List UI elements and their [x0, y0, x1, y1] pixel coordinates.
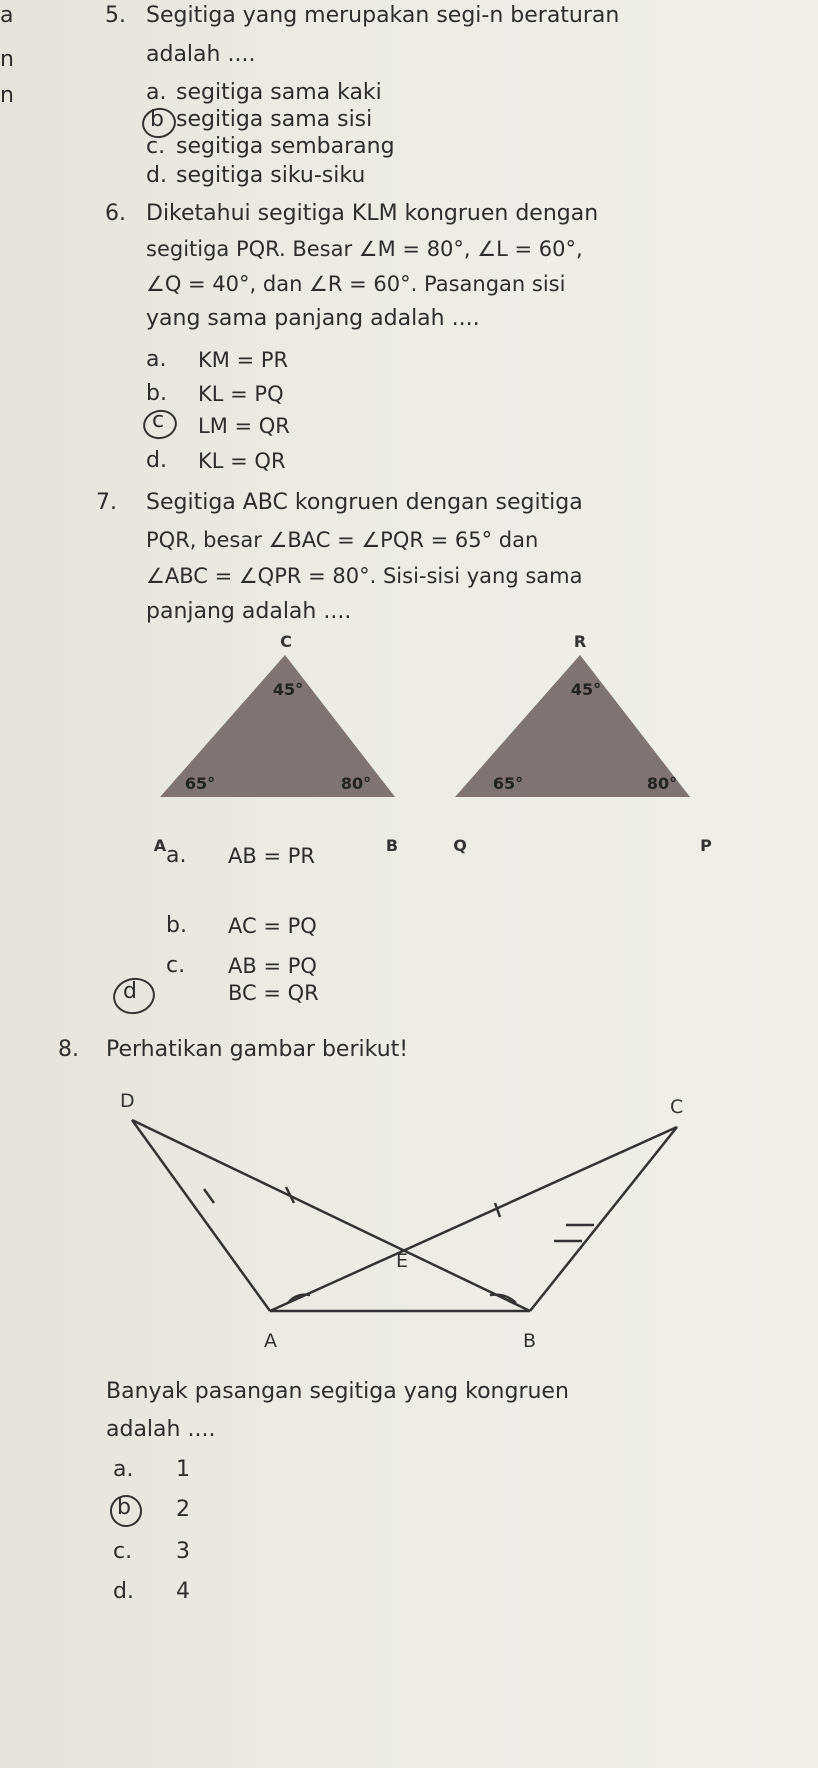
question-text: Banyak pasangan segitiga yang kongruen	[106, 1379, 569, 1404]
question-number: 8.	[58, 1037, 79, 1062]
question-stem: Segitiga yang merupakan segi-n beraturan	[146, 3, 620, 28]
option-text: 1	[176, 1457, 190, 1482]
question-stem: segitiga PQR. Besar ∠M = 80°, ∠L = 60°,	[146, 237, 583, 261]
vertex-label-b: B	[523, 1330, 537, 1352]
option-label: d.	[146, 448, 167, 473]
option-text: segitiga siku-siku	[176, 163, 366, 188]
question-number: 5.	[105, 3, 126, 28]
triangle-abc	[154, 632, 398, 855]
option-label: a.	[166, 843, 187, 868]
vertex-label-d: D	[120, 1090, 135, 1112]
angle-label-a: 65°	[184, 774, 216, 793]
option-label: d.	[113, 1579, 134, 1604]
angle-label-b: 80°	[340, 774, 372, 793]
option-label: d.	[146, 163, 167, 188]
option-text: AB = PQ	[228, 954, 317, 978]
crossed-triangles-figure	[90, 1075, 730, 1360]
option-label: a.	[113, 1457, 134, 1482]
segment-cb	[530, 1127, 677, 1311]
question-stem: Perhatikan gambar berikut!	[106, 1037, 409, 1062]
question-text: adalah ....	[106, 1417, 216, 1442]
question-stem: Diketahui segitiga KLM kongruen dengan	[146, 201, 599, 226]
angle-label-q: 65°	[492, 774, 524, 793]
option-text: BC = QR	[228, 981, 319, 1005]
option-label: c.	[113, 1539, 133, 1564]
triangle-pqr	[453, 632, 712, 855]
segment-da	[132, 1120, 270, 1311]
vertex-label-a: A	[264, 1330, 277, 1352]
option-label: c.	[146, 134, 166, 159]
margin-mark: n	[0, 47, 14, 72]
option-text: AB = PR	[228, 844, 315, 868]
question-stem: Segitiga ABC kongruen dengan segitiga	[146, 490, 583, 515]
question-number: 7.	[96, 490, 117, 515]
option-text: segitiga sama kaki	[176, 80, 382, 105]
option-text: 4	[176, 1579, 190, 1604]
vertex-label-b: B	[385, 836, 399, 855]
question-stem: adalah ....	[146, 42, 256, 67]
option-label: c	[152, 408, 165, 433]
question-number: 6.	[105, 201, 126, 226]
congruent-triangles-figure	[130, 625, 730, 865]
option-label: b	[150, 107, 164, 132]
angle-label-r: 45°	[570, 680, 602, 699]
option-label: b.	[166, 913, 187, 938]
option-text: LM = QR	[198, 414, 290, 438]
option-label: a.	[146, 80, 167, 105]
vertex-label-e: E	[396, 1250, 409, 1272]
option-text: 3	[176, 1539, 190, 1564]
margin-mark: a	[0, 3, 14, 28]
vertex-label-c: C	[280, 632, 292, 651]
angle-label-c: 45°	[272, 680, 304, 699]
question-stem: PQR, besar ∠BAC = ∠PQR = 65° dan	[146, 528, 539, 552]
angle-label-p: 80°	[646, 774, 678, 793]
option-text: segitiga sembarang	[176, 134, 395, 159]
question-stem: ∠ABC = ∠QPR = 80°. Sisi-sisi yang sama	[146, 564, 583, 588]
vertex-label-a: A	[153, 836, 167, 855]
option-text: KL = QR	[198, 449, 286, 473]
option-text: 2	[176, 1497, 190, 1522]
option-label: a.	[146, 347, 167, 372]
option-label: d	[123, 979, 137, 1004]
option-label: b	[117, 1495, 131, 1520]
vertex-label-p: P	[700, 836, 712, 855]
option-label: b.	[146, 381, 167, 406]
question-stem: ∠Q = 40°, dan ∠R = 60°. Pasangan sisi	[146, 272, 566, 296]
question-stem: panjang adalah ....	[146, 599, 352, 624]
option-text: KM = PR	[198, 348, 289, 372]
option-text: KL = PQ	[198, 382, 284, 406]
option-label: c.	[166, 953, 186, 978]
figure-lines	[132, 1120, 677, 1311]
vertex-label-q: Q	[453, 836, 467, 855]
vertex-label-c: C	[670, 1096, 684, 1118]
vertex-label-r: R	[573, 632, 587, 651]
question-stem: yang sama panjang adalah ....	[146, 306, 480, 331]
option-text: AC = PQ	[228, 914, 317, 938]
margin-mark: n	[0, 83, 14, 108]
option-text: segitiga sama sisi	[176, 107, 373, 132]
tick-mark	[204, 1189, 214, 1203]
